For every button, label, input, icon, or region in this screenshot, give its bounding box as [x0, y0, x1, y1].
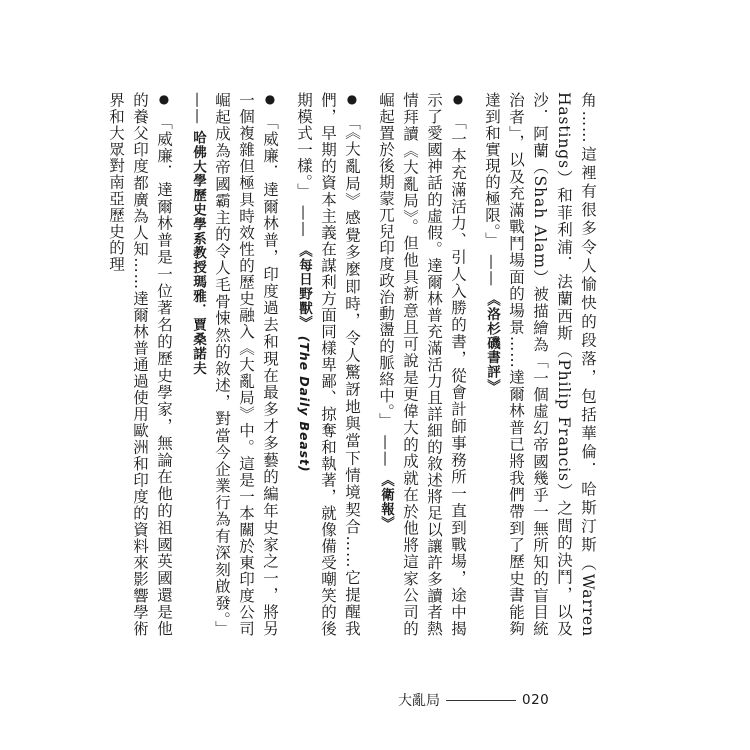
footer-rule — [446, 700, 516, 701]
source-dash: —— — [483, 254, 501, 287]
source-latin-name: (The Daily Beast) — [297, 335, 312, 473]
bullet-icon: ● — [157, 92, 171, 108]
source-attribution: 《每日野獸》 — [296, 243, 312, 330]
source-dash: —— — [377, 434, 395, 468]
review-paragraph — [292, 92, 364, 637]
source-attribution: 哈佛大學歷史學系教授瑪雅．賈桑諾夫 — [190, 130, 206, 376]
source-attribution: 《衛報》 — [378, 473, 394, 531]
paragraph-text: 「《大亂局》感覺多麼即時，令人驚訝地與當下情境契合……它提醒我們，早期的資本主義在謀利方面同樣卑鄙、掠奪和執著，就像備受嘲笑的後期模式一樣。」 — [295, 92, 361, 638]
review-paragraph — [374, 92, 470, 637]
review-paragraph — [186, 92, 282, 637]
page-number: 020 — [522, 692, 550, 708]
running-title: 大亂局 — [398, 693, 440, 709]
bullet-icon: ● — [451, 92, 465, 108]
source-dash: —— — [189, 92, 207, 125]
review-paragraph — [104, 92, 176, 637]
bullet-icon: ● — [345, 92, 359, 108]
source-dash: —— — [295, 204, 313, 238]
body-text — [0, 92, 600, 637]
paragraph-text: 「威廉．達爾林普，印度過去和現在最多才多藝的編年史家之一，將另一個複雜但極具時效性的歷史融入《大亂局》中。這是一本關於東印度公司崛起成為帝國霸主的令人毛骨悚然的敘述，對當今企業行為有深刻啟發。」 — [213, 92, 279, 638]
paragraph-text: 「威廉．達爾林普是一位著名的歷史學家，無論在他的祖國英國還是他的養父印度都廣為人知……達爾林普通過使用歐洲和印度的資料來影響學術界和大眾對南亞歷史的理 — [107, 92, 173, 638]
bullet-icon: ● — [263, 92, 277, 108]
source-attribution: 《洛杉磯書評》 — [484, 292, 500, 394]
paragraph-text: 角……這裡有很多令人愉快的段落，包括華倫．哈斯汀斯（Warren Hastings）和菲利浦．法蘭西斯（Philip Francis）之間的決鬥，以及沙．阿蘭（Shah Alam）被描繪為「一個虛幻帝國幾乎一無所知的盲目統治者」，以及充滿戰鬥場面的場景……達爾林普已將我們帶到了歷史書能夠達到和實現的極限。」 — [483, 92, 597, 637]
page-footer — [398, 690, 598, 710]
paragraph-text: 「一本充滿活力、引人入勝的書，從會計師事務所一直到戰場，途中揭示了愛國神話的虛假。達爾林普充滿活力且詳細的敘述將足以讓許多讀者熱情拜讀《大亂局》。但他具新意且可說是更偉大的成就在於他將這家公司的崛起置於後期蒙兀兒印度政治動盪的脈絡中。」 — [377, 92, 467, 638]
paragraph-continued — [480, 92, 600, 637]
